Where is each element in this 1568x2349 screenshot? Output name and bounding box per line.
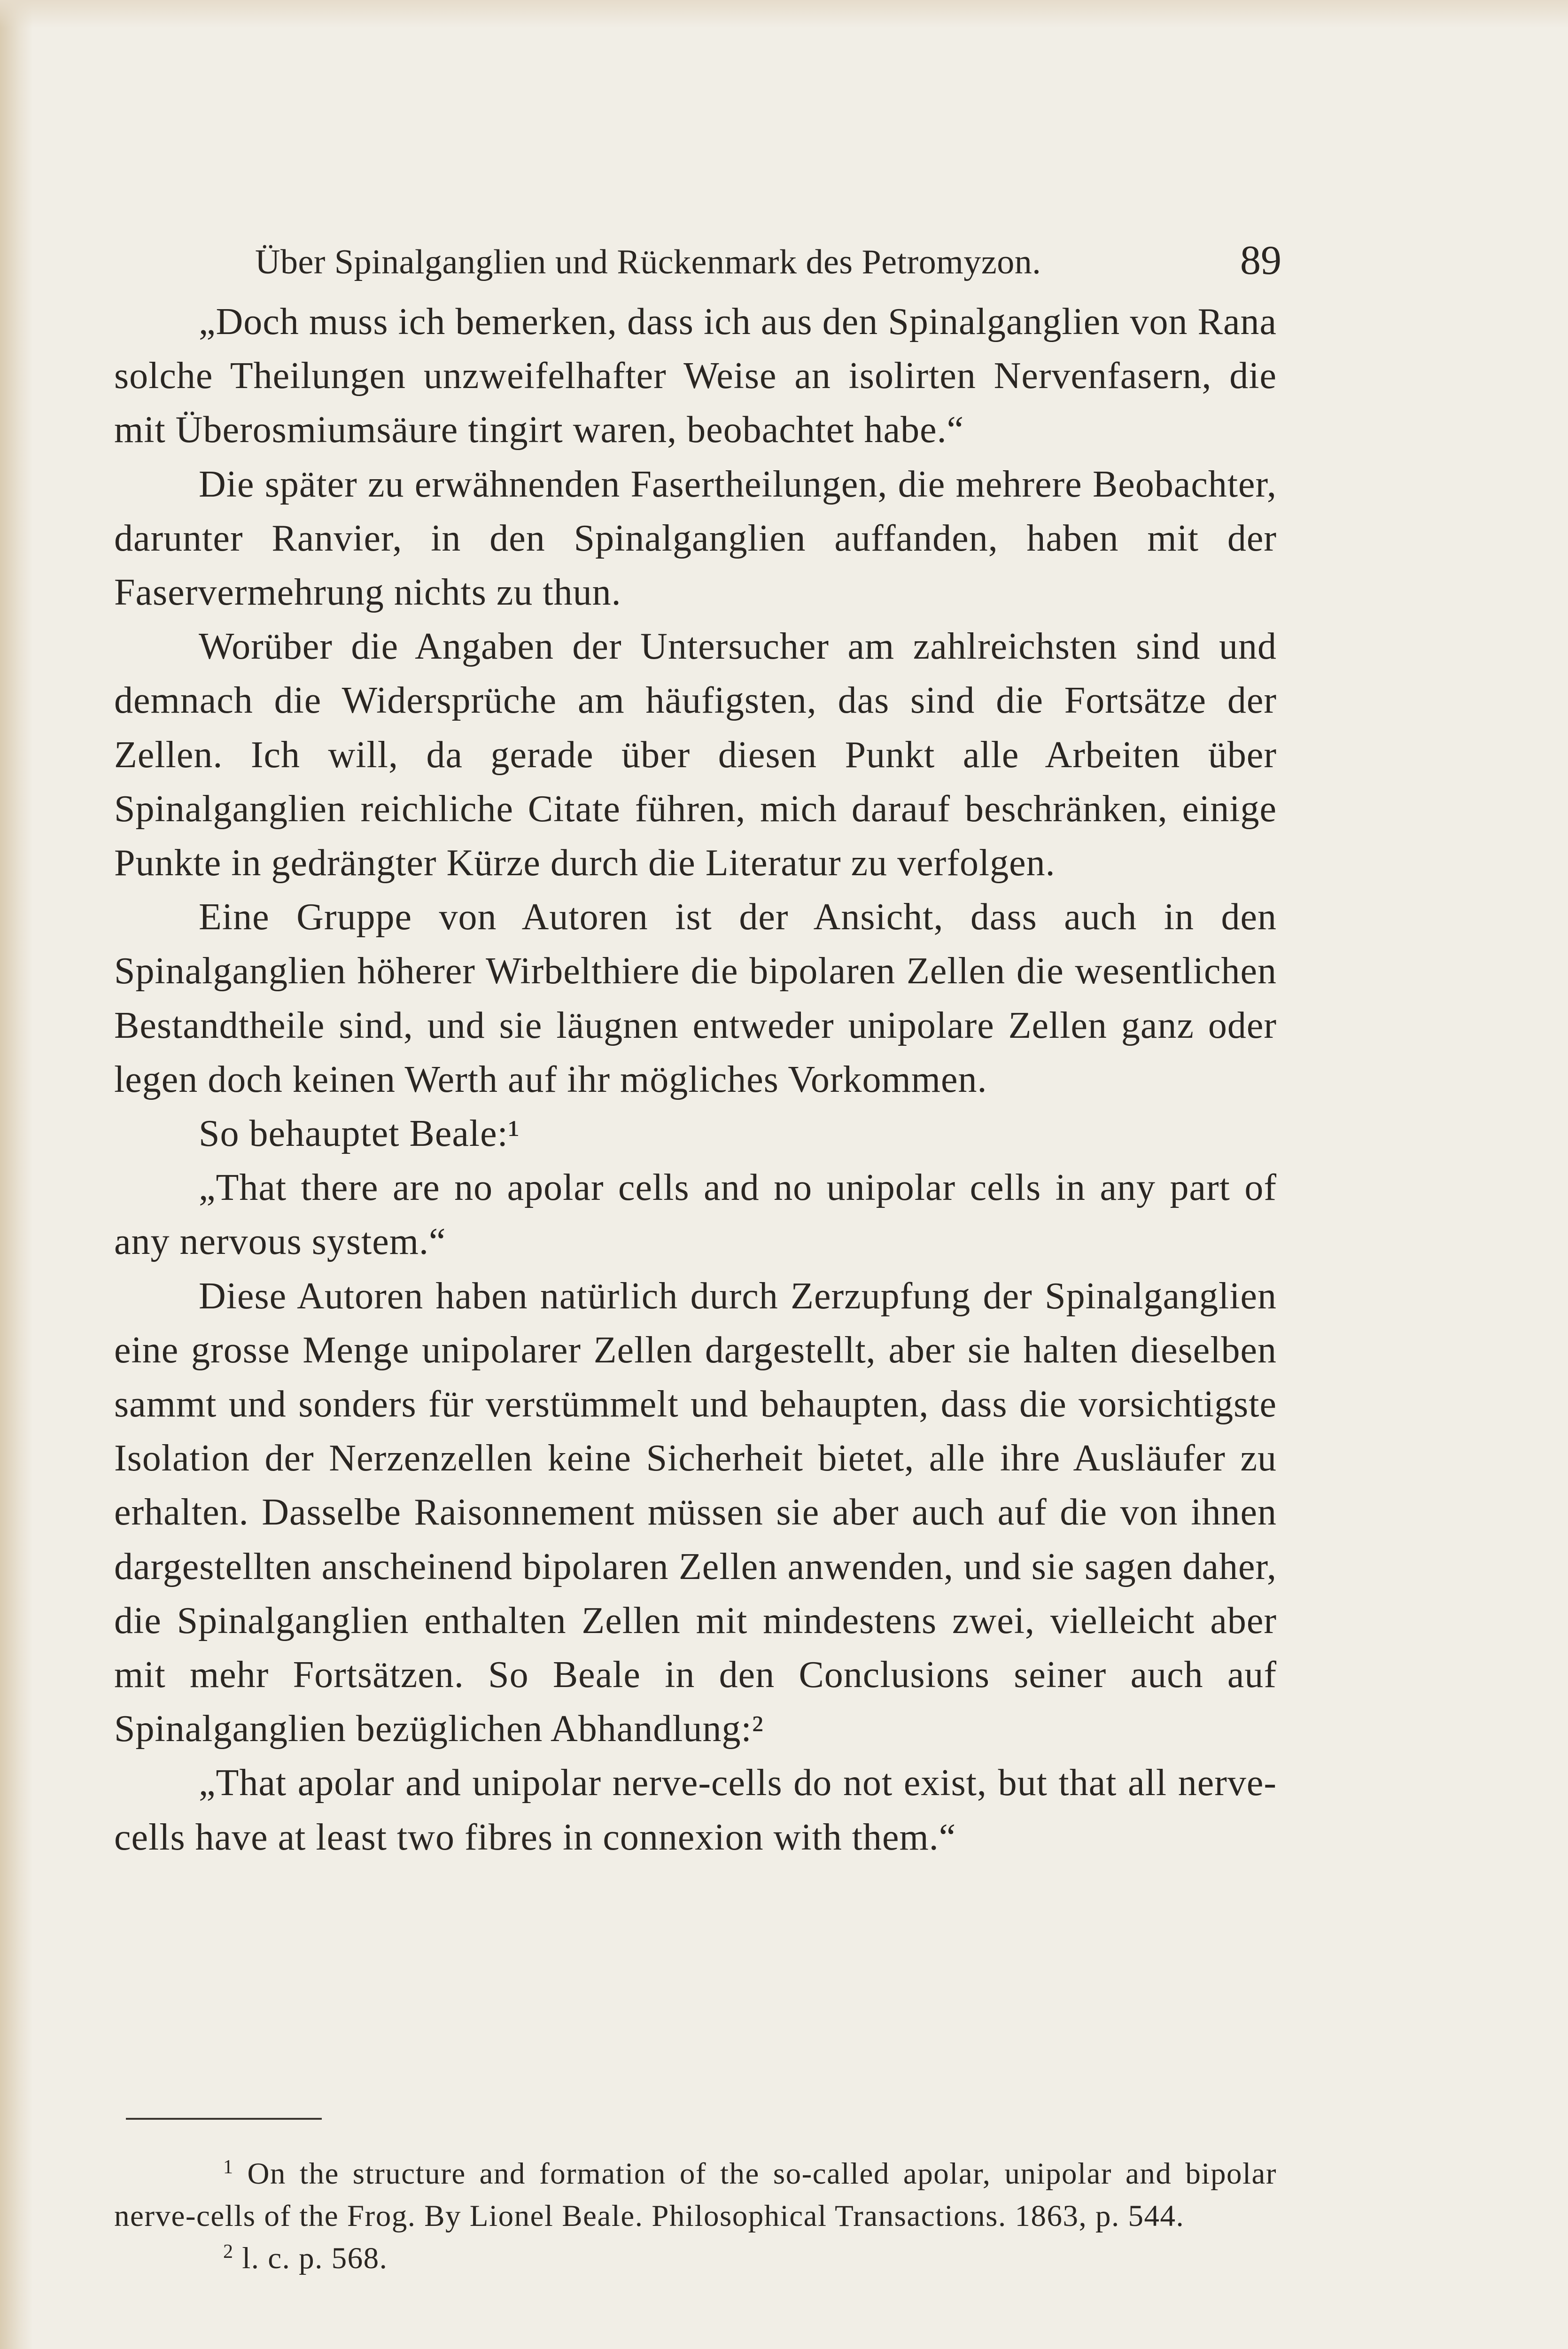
footnote-divider [126, 2118, 322, 2120]
paragraph: „That apolar and unipolar nerve-cells do not exist, but that all nerve-cells have at least two fibres in connexion with them.“ [114, 1762, 1277, 1858]
page-number: 89 [1240, 238, 1281, 283]
running-head [255, 240, 1281, 282]
body-text [114, 295, 1277, 1865]
footnote [114, 2153, 1277, 2237]
running-title: Über Spinalganglien und Rückenmark des Petromyzon. [255, 243, 1041, 281]
paragraph: Eine Gruppe von Autoren ist der Ansicht, dass auch in den Spinalganglien höherer Wirbelthiere die bipolaren Zellen die wesentlichen Bestandtheile sind, und sie läugnen entweder unipolare Zellen ganz oder legen doch keinen Werth auf ihr mögliches Vorkommen. [114, 896, 1277, 1100]
page-edge-shadow [0, 0, 33, 2349]
footnotes [114, 2153, 1277, 2279]
page-top-shadow [0, 0, 1568, 28]
paragraph: Die später zu erwähnenden Fasertheilungen, die mehrere Beobachter, darunter Ranvier, in den Spinalganglien auffanden, haben mit der Faservermehrung nichts zu thun. [114, 463, 1277, 614]
footnote-text: On the structure and formation of the so-called apolar, unipolar and bipolar nerve-cells of the Frog. By Lionel Beale. Philosophical Transactions. 1863, p. 544. [114, 2157, 1277, 2233]
paragraph: „That there are no apolar cells and no unipolar cells in any part of any nervous system.“ [114, 1167, 1277, 1263]
footnote-marker: 1 [223, 2156, 234, 2178]
footnote-marker: 2 [223, 2241, 234, 2263]
footnote-text: l. c. p. 568. [242, 2241, 388, 2275]
paragraph: „Doch muss ich bemerken, dass ich aus den Spinalganglien von Rana solche Theilungen unzweifelhafter Weise an isolirten Nervenfasern, die mit Überosmiumsäure tingirt waren, beobachtet habe.“ [114, 301, 1277, 451]
paragraph: Worüber die Angaben der Untersucher am zahlreichsten sind und demnach die Widersprüche am häufigsten, das sind die Fortsätze der Zellen. Ich will, da gerade über diesen Punkt alle Arbeiten über Spinalganglien reichliche Citate führen, mich darauf beschränken, einige Punkte in gedrängter Kürze durch die Literatur zu verfolgen. [114, 626, 1277, 884]
footnote [114, 2237, 1277, 2279]
paragraph: So behauptet Beale:¹ [199, 1113, 520, 1155]
paragraph: Diese Autoren haben natürlich durch Zerzupfung der Spinalganglien eine grosse Menge unipolarer Zellen dargestellt, aber sie halten dieselben sammt und sonders für verstümmelt und behaupten, dass die vorsichtigste Isolation der Nerzenzellen keine Sicherheit bietet, alle ihre Ausläufer zu erhalten. Dasselbe Raisonnement müssen sie aber auch auf die von ihnen dargestellten anscheinend bipolaren Zellen anwenden, und sie sagen daher, die Spinalganglien enthalten Zellen mit mindestens zwei, vielleicht aber mit mehr Fortsätzen. So Beale in den Conclusions seiner auch auf Spinalganglien bezüglichen Abhandlung:² [114, 1275, 1277, 1750]
